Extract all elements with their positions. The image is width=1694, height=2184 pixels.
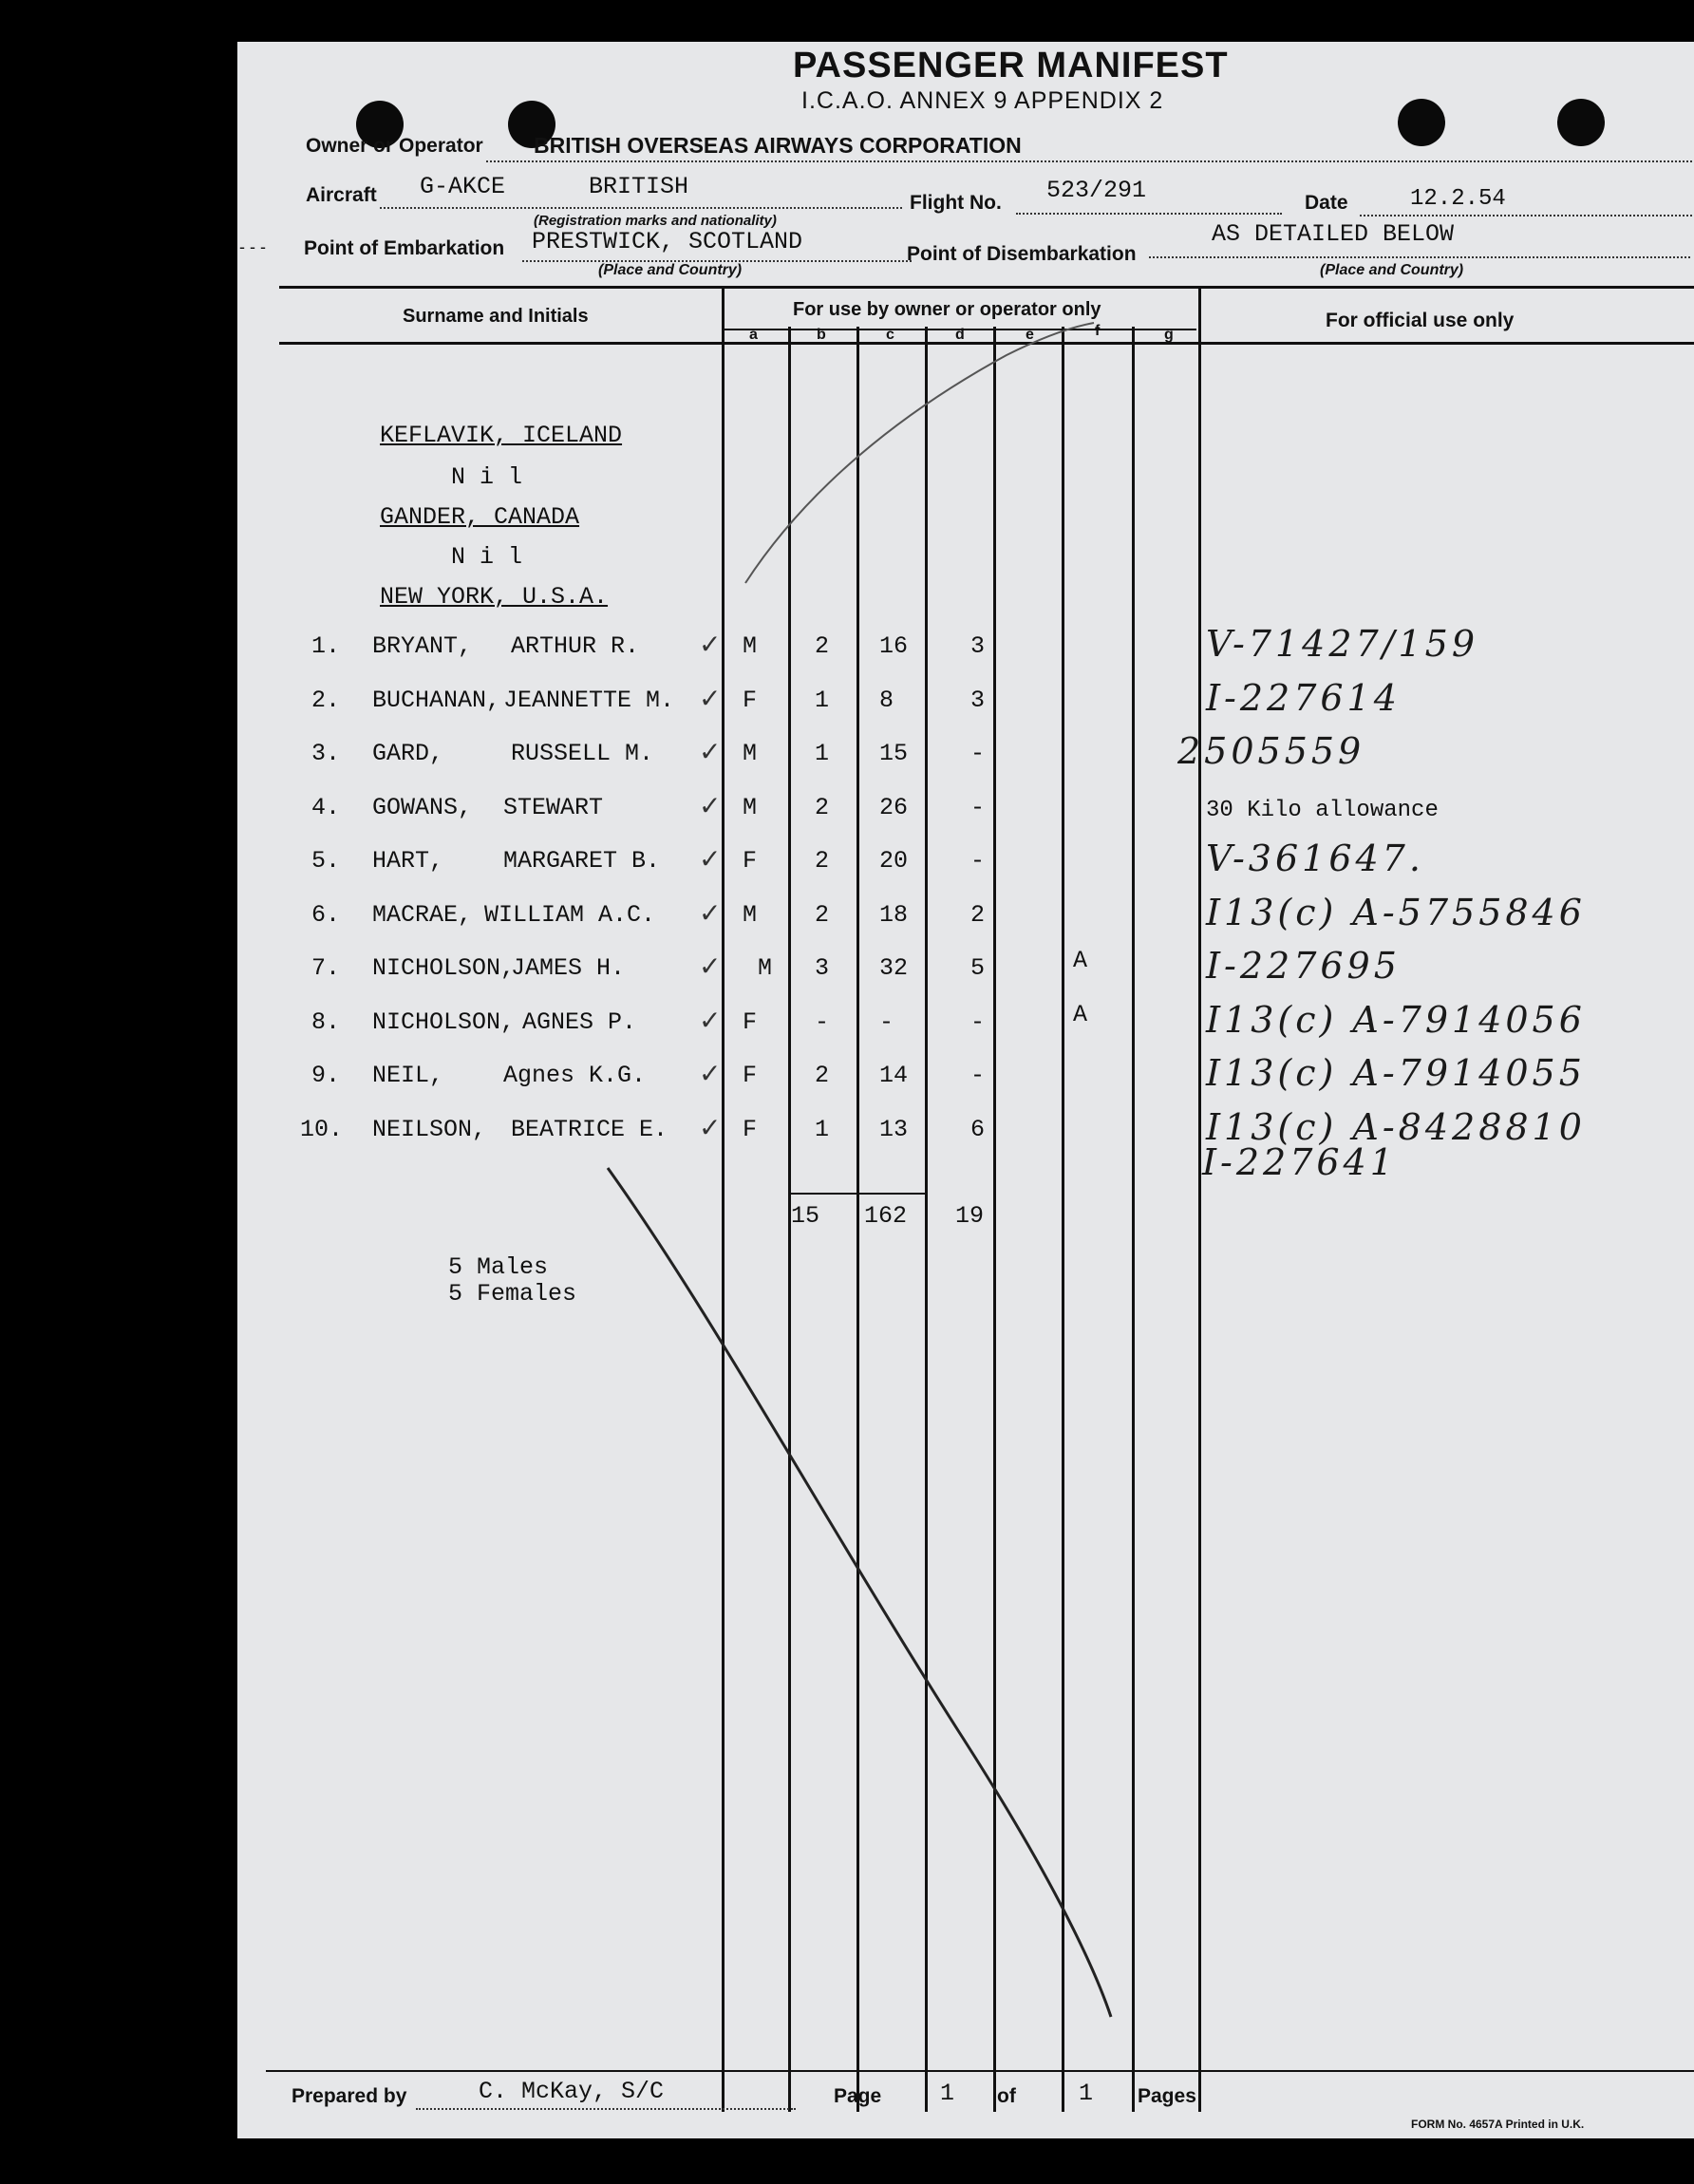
stop-place: KEFLAVIK, ICELAND	[380, 422, 623, 449]
column-letter: g	[1164, 327, 1174, 343]
owner-use-header: For use by owner or operator only	[793, 299, 1101, 320]
flight-number: 523/291	[1046, 177, 1147, 204]
passenger-sex: F	[743, 1062, 758, 1089]
passenger-col-c: 8	[879, 687, 894, 714]
passenger-given-name: WILLIAM A.C.	[484, 901, 656, 929]
passenger-official-entry: I-227614	[1206, 677, 1401, 719]
passenger-surname: BRYANT,	[372, 632, 473, 660]
passenger-col-b: 2	[815, 1062, 830, 1089]
passenger-surname: NICHOLSON,	[372, 1008, 516, 1036]
passenger-surname: NEIL,	[372, 1062, 444, 1089]
embarkation-caption: (Place and Country)	[598, 262, 743, 278]
total-b: 15	[791, 1202, 820, 1230]
passenger-col-f: A	[1073, 947, 1088, 974]
stop-note: N i l	[451, 463, 523, 491]
passenger-col-c: -	[879, 1008, 894, 1036]
owner-label: Owner or Operator	[306, 135, 483, 157]
passenger-col-f: A	[1073, 1001, 1088, 1028]
passenger-col-d: -	[970, 794, 986, 821]
passenger-given-name: MARGARET B.	[503, 847, 661, 875]
page-label: Page	[834, 2085, 882, 2107]
passenger-surname: GOWANS,	[372, 794, 473, 821]
passenger-number: 1.	[311, 632, 341, 660]
passenger-col-b: 3	[815, 954, 830, 982]
pages-label: Pages	[1138, 2085, 1196, 2107]
passenger-official-entry: V-71427/159	[1206, 623, 1479, 665]
total-d: 19	[955, 1202, 985, 1230]
passenger-number: 7.	[311, 954, 341, 982]
passenger-number: 2.	[311, 687, 341, 714]
disembarkation-caption: (Place and Country)	[1320, 262, 1464, 278]
embarkation-value: PRESTWICK, SCOTLAND	[532, 228, 803, 255]
passenger-sex: M	[743, 632, 758, 660]
passenger-sex: F	[743, 687, 758, 714]
page-title: PASSENGER MANIFEST	[793, 46, 1229, 85]
passenger-col-d: 3	[970, 687, 986, 714]
surname-header: Surname and Initials	[403, 306, 589, 327]
column-letter: f	[1095, 323, 1101, 339]
passenger-number: 8.	[311, 1008, 341, 1036]
date-label: Date	[1305, 192, 1348, 214]
passenger-sex: F	[743, 1116, 758, 1143]
check-mark: ✓	[699, 1059, 722, 1088]
passenger-col-b: 2	[815, 901, 830, 929]
passenger-number: 5.	[311, 847, 341, 875]
strike-through-marks	[237, 42, 1694, 2138]
passenger-col-c: 13	[879, 1116, 909, 1143]
passenger-sex: F	[743, 847, 758, 875]
page-subtitle: I.C.A.O. ANNEX 9 APPENDIX 2	[801, 87, 1164, 114]
passenger-col-b: 2	[815, 632, 830, 660]
aircraft-nationality: BRITISH	[589, 173, 689, 200]
passenger-col-b: 2	[815, 847, 830, 875]
official-use-header: For official use only	[1326, 310, 1515, 331]
embarkation-label: Point of Embarkation	[304, 237, 505, 259]
passenger-col-b: 1	[815, 1116, 830, 1143]
passenger-col-c: 32	[879, 954, 909, 982]
column-letter: b	[817, 327, 826, 343]
passenger-number: 10.	[300, 1116, 344, 1143]
check-mark: ✓	[699, 898, 722, 928]
passenger-col-c: 14	[879, 1062, 909, 1089]
passenger-number: 3.	[311, 740, 341, 767]
check-mark: ✓	[699, 630, 722, 659]
official-entry: I-227641	[1202, 1141, 1397, 1183]
passenger-col-d: 5	[970, 954, 986, 982]
passenger-surname: HART,	[372, 847, 444, 875]
passenger-sex: F	[743, 1008, 758, 1036]
passenger-given-name: BEATRICE E.	[511, 1116, 668, 1143]
passenger-col-c: 15	[879, 740, 909, 767]
form-number: FORM No. 4657A Printed in U.K.	[1411, 2118, 1585, 2131]
passenger-surname: GARD,	[372, 740, 444, 767]
passenger-official-entry: 30 Kilo allowance	[1206, 798, 1439, 823]
of-label: of	[997, 2085, 1016, 2107]
passenger-col-d: 6	[970, 1116, 986, 1143]
passenger-given-name: STEWART	[503, 794, 604, 821]
flight-label: Flight No.	[910, 192, 1002, 214]
registration-caption: (Registration marks and nationality)	[534, 213, 777, 229]
total-c: 162	[864, 1202, 908, 1230]
date-value: 12.2.54	[1410, 186, 1506, 212]
passenger-official-entry: I13(c) A-8428810	[1206, 1106, 1586, 1148]
passenger-col-d: 3	[970, 632, 986, 660]
passenger-official-entry: I13(c) A-5755846	[1206, 892, 1586, 933]
owner-value: BRITISH OVERSEAS AIRWAYS CORPORATION	[534, 133, 1022, 158]
passenger-surname: NICHOLSON,	[372, 954, 516, 982]
manifest-sheet: PASSENGER MANIFEST I.C.A.O. ANNEX 9 APPENDIX 2 Owner or Operator BRITISH OVERSEAS AIRWAYS CORPORATION Aircraft G-AKCE BRITISH (Registration marks and nationality) Flight No. 523/291 Date 12.2.54 - - - Point of Embarkation PRESTWICK, SCOTLAND (Place and Country) Point of Disembarkation AS DETAILED BELOW (Place and Country) Surname and Initials For use by owner or operator only For official use only a b c d e f g KEFLAVIK, ICELAND N i l GANDER, CANADA N i l NEW YORK, U.S.A. 1. BRYANT, ARTHUR R. ✓ M 2 16 3 V-71427/159 2. BUCHANAN, JEANNETTE M. ✓ F 1 8 3 I-227614 3. GARD, RUSSELL M. ✓ M 1 15 - 2505559 4. GOWANS, STEWART ✓ M 2 26 - 30 Kilo allowance 5. HART, MARGARET B. ✓ F 2 20 - V-361647. 6. MACRAE, WILLIAM A.C. ✓ M 2 18 2 I13(c) A-5755846 7. NICHOLSON, JAMES H. ✓ M 3 32 5 A I-227695 8. NICHOLSON, AGNES P. ✓ F - - - A I13(c) A-7914056 9. NEIL, Agnes K.G. ✓ F 2 14 - I13(c) A-7914055 10. NEILSON, BEATRICE E. ✓ F 1 13 6 I13(c) A-8428810 I-227641 15 162 19 5 Males 5 Females Prepared by C. McKay, S/C Page 1 of 1 Pages FORM No. 4657A Printed in U.K.	[237, 42, 1694, 2138]
column-letter: a	[749, 327, 758, 343]
disembarkation-value: AS DETAILED BELOW	[1212, 220, 1455, 248]
disembarkation-label: Point of Disembarkation	[907, 243, 1137, 265]
males-count: 5 Males	[448, 1253, 549, 1281]
prepared-by-label: Prepared by	[292, 2085, 407, 2107]
page-number: 1	[940, 2080, 955, 2107]
passenger-col-c: 26	[879, 794, 909, 821]
passenger-col-d: -	[970, 1008, 986, 1036]
check-mark: ✓	[699, 1006, 722, 1035]
passenger-col-d: -	[970, 847, 986, 875]
passenger-given-name: RUSSELL M.	[511, 740, 654, 767]
passenger-col-d: -	[970, 740, 986, 767]
check-mark: ✓	[699, 737, 722, 766]
passenger-col-d: 2	[970, 901, 986, 929]
stop-place: GANDER, CANADA	[380, 503, 580, 531]
passenger-surname: NEILSON,	[372, 1116, 487, 1143]
passenger-given-name: AGNES P.	[522, 1008, 637, 1036]
passenger-surname: MACRAE,	[372, 901, 473, 929]
passenger-given-name: Agnes K.G.	[503, 1062, 647, 1089]
aircraft-label: Aircraft	[306, 184, 377, 206]
females-count: 5 Females	[448, 1280, 577, 1308]
check-mark: ✓	[699, 684, 722, 713]
check-mark: ✓	[699, 951, 722, 981]
passenger-col-c: 20	[879, 847, 909, 875]
column-letter: e	[1026, 327, 1034, 343]
passenger-sex: M	[743, 740, 758, 767]
stop-place: NEW YORK, U.S.A.	[380, 583, 609, 611]
passenger-number: 4.	[311, 794, 341, 821]
column-letter: c	[886, 327, 894, 343]
passenger-sex: M	[758, 954, 773, 982]
stop-note: N i l	[451, 543, 523, 571]
passenger-col-c: 16	[879, 632, 909, 660]
passenger-given-name: JAMES H.	[511, 954, 626, 982]
passenger-col-b: 2	[815, 794, 830, 821]
passenger-col-b: 1	[815, 740, 830, 767]
passenger-col-c: 18	[879, 901, 909, 929]
passenger-given-name: ARTHUR R.	[511, 632, 640, 660]
aircraft-registration: G-AKCE	[420, 173, 506, 200]
passenger-col-b: -	[815, 1008, 830, 1036]
passenger-official-entry: I13(c) A-7914055	[1206, 1052, 1586, 1094]
passenger-given-name: JEANNETTE M.	[503, 687, 675, 714]
passenger-number: 6.	[311, 901, 341, 929]
check-mark: ✓	[699, 844, 722, 874]
passenger-official-entry: V-361647.	[1206, 838, 1424, 879]
passenger-official-entry: 2505559	[1177, 730, 1365, 772]
passenger-surname: BUCHANAN,	[372, 687, 501, 714]
prepared-by-value: C. McKay, S/C	[479, 2078, 665, 2105]
check-mark: ✓	[699, 1113, 722, 1142]
passenger-official-entry: I13(c) A-7914056	[1206, 999, 1586, 1041]
passenger-sex: M	[743, 794, 758, 821]
check-mark: ✓	[699, 791, 722, 820]
total-pages: 1	[1079, 2080, 1094, 2107]
passenger-official-entry: I-227695	[1206, 945, 1401, 987]
passenger-number: 9.	[311, 1062, 341, 1089]
passenger-col-b: 1	[815, 687, 830, 714]
passenger-sex: M	[743, 901, 758, 929]
column-letter: d	[955, 327, 965, 343]
passenger-col-d: -	[970, 1062, 986, 1089]
